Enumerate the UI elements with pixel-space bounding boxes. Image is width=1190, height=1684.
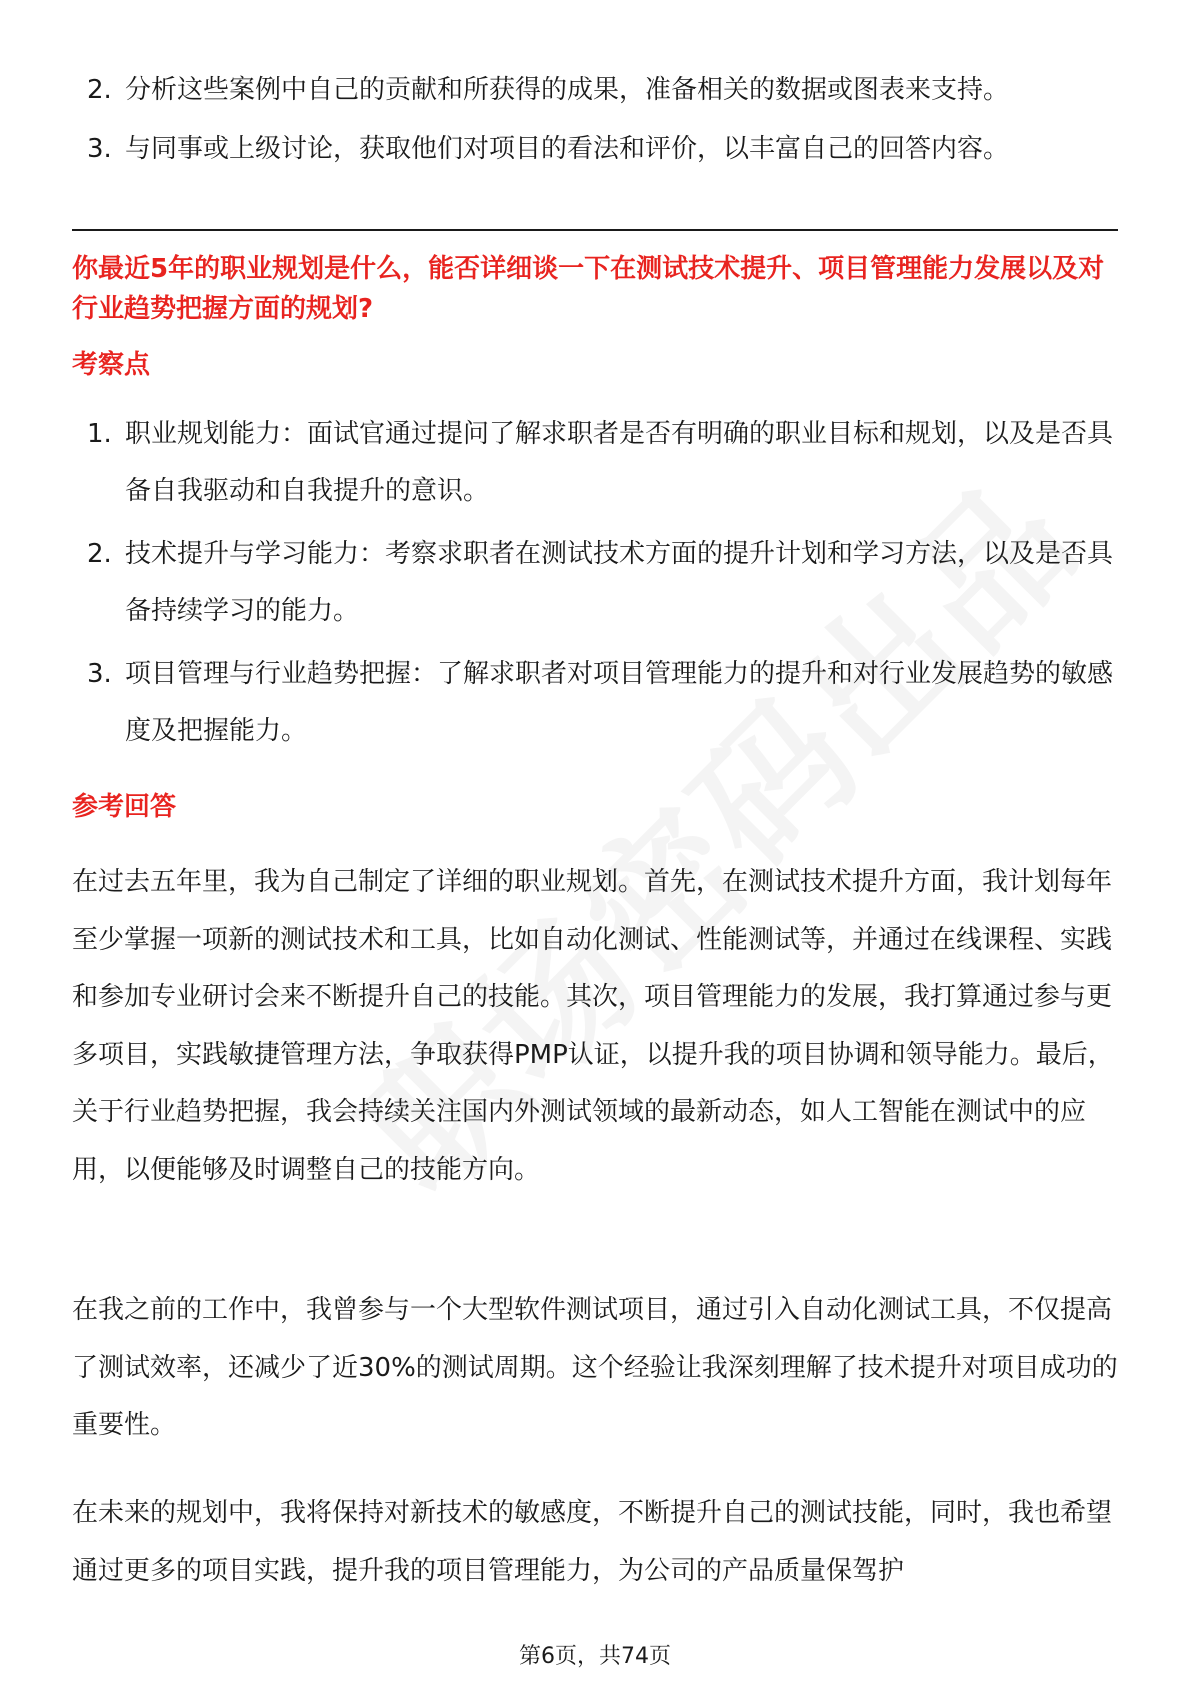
question-title: 你最近5年的职业规划是什么，能否详细谈一下在测试技术提升、项目管理能力发展以及对行业趋势把握方面的规划? (72, 254, 1105, 324)
list-item (72, 526, 1122, 640)
list-item-text: 项目管理与行业趋势把握：了解求职者对项目管理能力的提升和对行业发展趋势的敏感度及把握能力。 (125, 659, 1114, 746)
top-numbered-list (72, 62, 1122, 180)
list-item-text: 分析这些案例中自己的贡献和所获得的成果，准备相关的数据或图表来支持。 (125, 75, 1010, 105)
answer-paragraph: 在我之前的工作中，我曾参与一个大型软件测试项目，通过引入自动化测试工具，不仅提高了测试效率，还减少了近30%的测试周期。这个经验让我深刻理解了技术提升对项目成功的重要性。 (72, 1295, 1118, 1440)
list-item-number: 1. (87, 419, 112, 449)
list-item (72, 646, 1122, 760)
section-divider (72, 229, 1118, 231)
page-footer: 第6页，共74页 (519, 1644, 671, 1669)
list-item-text: 与同事或上级讨论，获取他们对项目的看法和评价，以丰富自己的回答内容。 (125, 134, 1010, 164)
list-item-number: 2. (87, 539, 112, 569)
list-item-text: 职业规划能力：面试官通过提问了解求职者是否有明确的职业目标和规划，以及是否具备自我驱动和自我提升的意识。 (125, 419, 1114, 506)
exam-points-heading: 考察点 (72, 350, 151, 380)
list-item (72, 62, 1122, 119)
answer-paragraph: 在未来的规划中，我将保持对新技术的敏感度，不断提升自己的测试技能，同时，我也希望通过更多的项目实践，提升我的项目管理能力，为公司的产品质量保驾护 (72, 1498, 1113, 1586)
list-item-number: 3. (87, 659, 112, 689)
list-item-number: 2. (87, 75, 112, 105)
answer-paragraph: 在过去五年里，我为自己制定了详细的职业规划。首先，在测试技术提升方面，我计划每年至少掌握一项新的测试技术和工具，比如自动化测试、性能测试等，并通过在线课程、实践和参加专业研讨会来不断提升自己的技能。其次，项目管理能力的发展，我打算通过参与更多项目，实践敏捷管理方法，争取获得PMP认证，以提升我的项目协调和领导能力。最后，关于行业趋势把握，我会持续关注国内外测试领域的最新动态，如人工智能在测试中的应用，以便能够及时调整自己的技能方向。 (72, 867, 1114, 1185)
list-item (72, 121, 1122, 178)
reference-answer-heading: 参考回答 (72, 792, 177, 822)
list-item-text: 技术提升与学习能力：考察求职者在测试技术方面的提升计划和学习方法，以及是否具备持续学习的能力。 (125, 539, 1114, 626)
exam-points-list (72, 406, 1122, 766)
list-item (72, 406, 1122, 520)
list-item-number: 3. (87, 134, 112, 164)
